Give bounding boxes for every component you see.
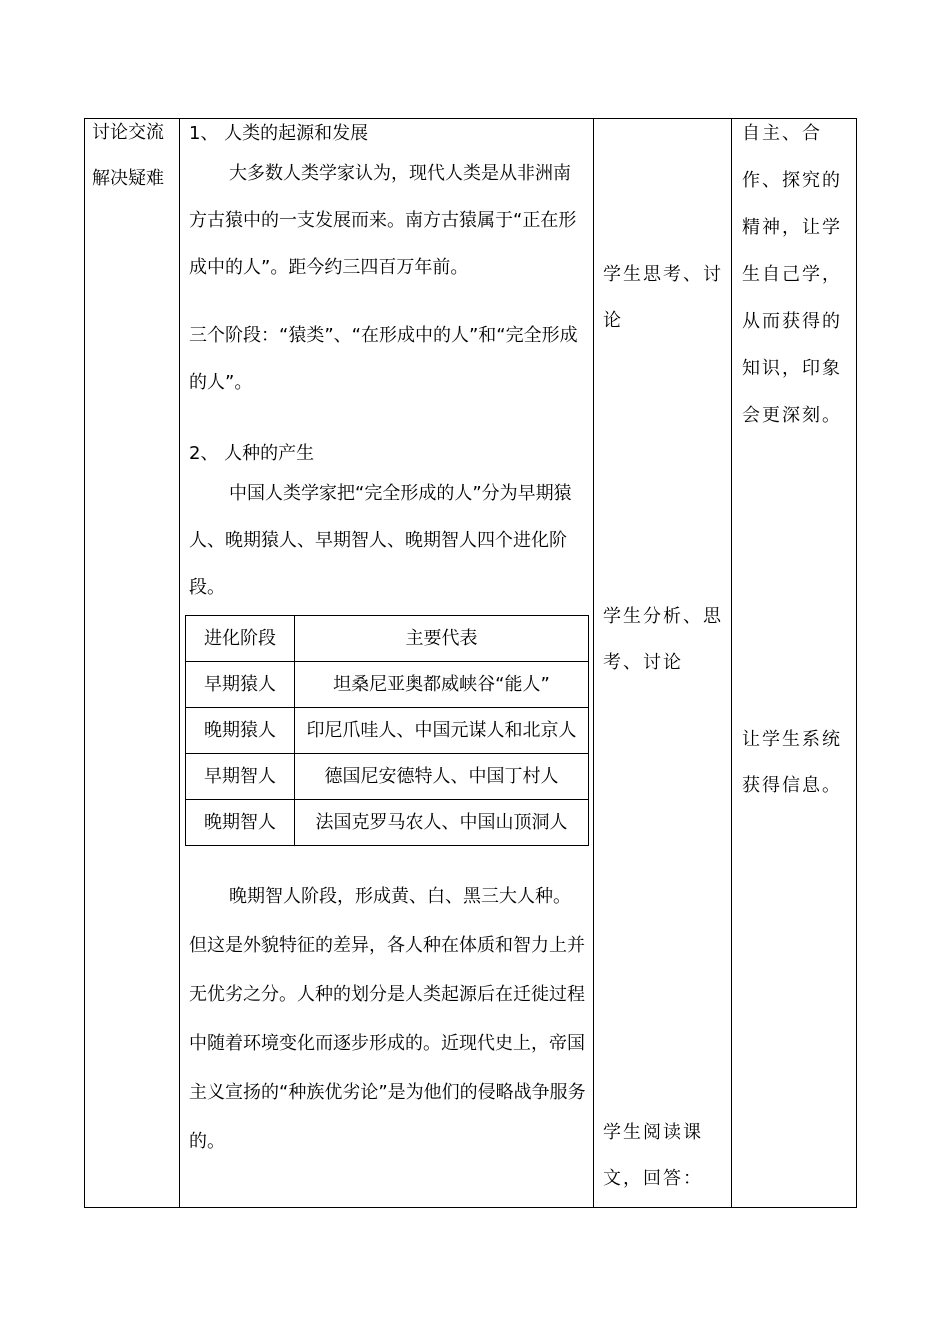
student-activity: 学生分析、思考、讨论 bbox=[603, 606, 723, 673]
paragraph-evolution: 中国人类学家把“完全形成的人”分为早期猿人、晚期猿人、早期智人、晚期智人四个进化阶段。 bbox=[189, 483, 572, 598]
student-activity: 学生思考、讨论 bbox=[603, 264, 723, 331]
table-cell-stage: 早期猿人 bbox=[186, 662, 295, 708]
table-cell-stage: 晚期猿人 bbox=[186, 708, 295, 754]
paragraph-origin: 大多数人类学家认为，现代人类是从非洲南方古猿中的一支发展而来。南方古猿属于“正在形成中的人”。距今约三四百万年前。 bbox=[189, 163, 577, 278]
table-row bbox=[186, 800, 589, 846]
table-cell-representative: 德国尼安德特人、中国丁村人 bbox=[295, 754, 589, 800]
table-header: 进化阶段 bbox=[186, 616, 295, 662]
student-activity: 学生阅读课文，回答： bbox=[603, 1122, 703, 1189]
column-divider bbox=[179, 118, 180, 1208]
table-cell-representative: 坦桑尼亚奥都威峡谷“能人” bbox=[295, 662, 589, 708]
table-cell-representative: 法国克罗马农人、中国山顶洞人 bbox=[295, 800, 589, 846]
design-intent: 让学生系统获得信息。 bbox=[742, 729, 842, 796]
column-divider bbox=[731, 118, 732, 1208]
table-row bbox=[186, 708, 589, 754]
evolution-table bbox=[185, 615, 589, 846]
heading-origin: 1、 人类的起源和发展 bbox=[189, 123, 369, 144]
paragraph-stages: 三个阶段：“猿类”、“在形成中的人”和“完全形成的人”。 bbox=[189, 325, 578, 393]
paragraph-races: 晚期智人阶段，形成黄、白、黑三大人种。但这是外貌特征的差异，各人种在体质和智力上并无优劣之分。人种的划分是人类起源后在迁徙过程中随着环境变化而逐步形成的。近现代史上，帝国主义宣扬的“种族优劣论”是为他们的侵略战争服务的。 bbox=[189, 886, 586, 1152]
column-divider bbox=[593, 118, 594, 1208]
section-label bbox=[92, 110, 176, 202]
table-cell-representative: 印尼爪哇人、中国元谋人和北京人 bbox=[295, 708, 589, 754]
table-cell-stage: 早期智人 bbox=[186, 754, 295, 800]
table-header: 主要代表 bbox=[295, 616, 589, 662]
table-row bbox=[186, 754, 589, 800]
section-label-line: 解决疑难 bbox=[92, 168, 164, 189]
section-label-line: 讨论交流 bbox=[92, 122, 164, 143]
table-cell-stage: 晚期智人 bbox=[186, 800, 295, 846]
design-intent: 自主、合作、探究的精神，让学生自己学，从而获得的知识，印象会更深刻。 bbox=[742, 123, 842, 426]
table-row bbox=[186, 662, 589, 708]
table-header-row bbox=[186, 616, 589, 662]
heading-race: 2、 人种的产生 bbox=[189, 443, 315, 464]
